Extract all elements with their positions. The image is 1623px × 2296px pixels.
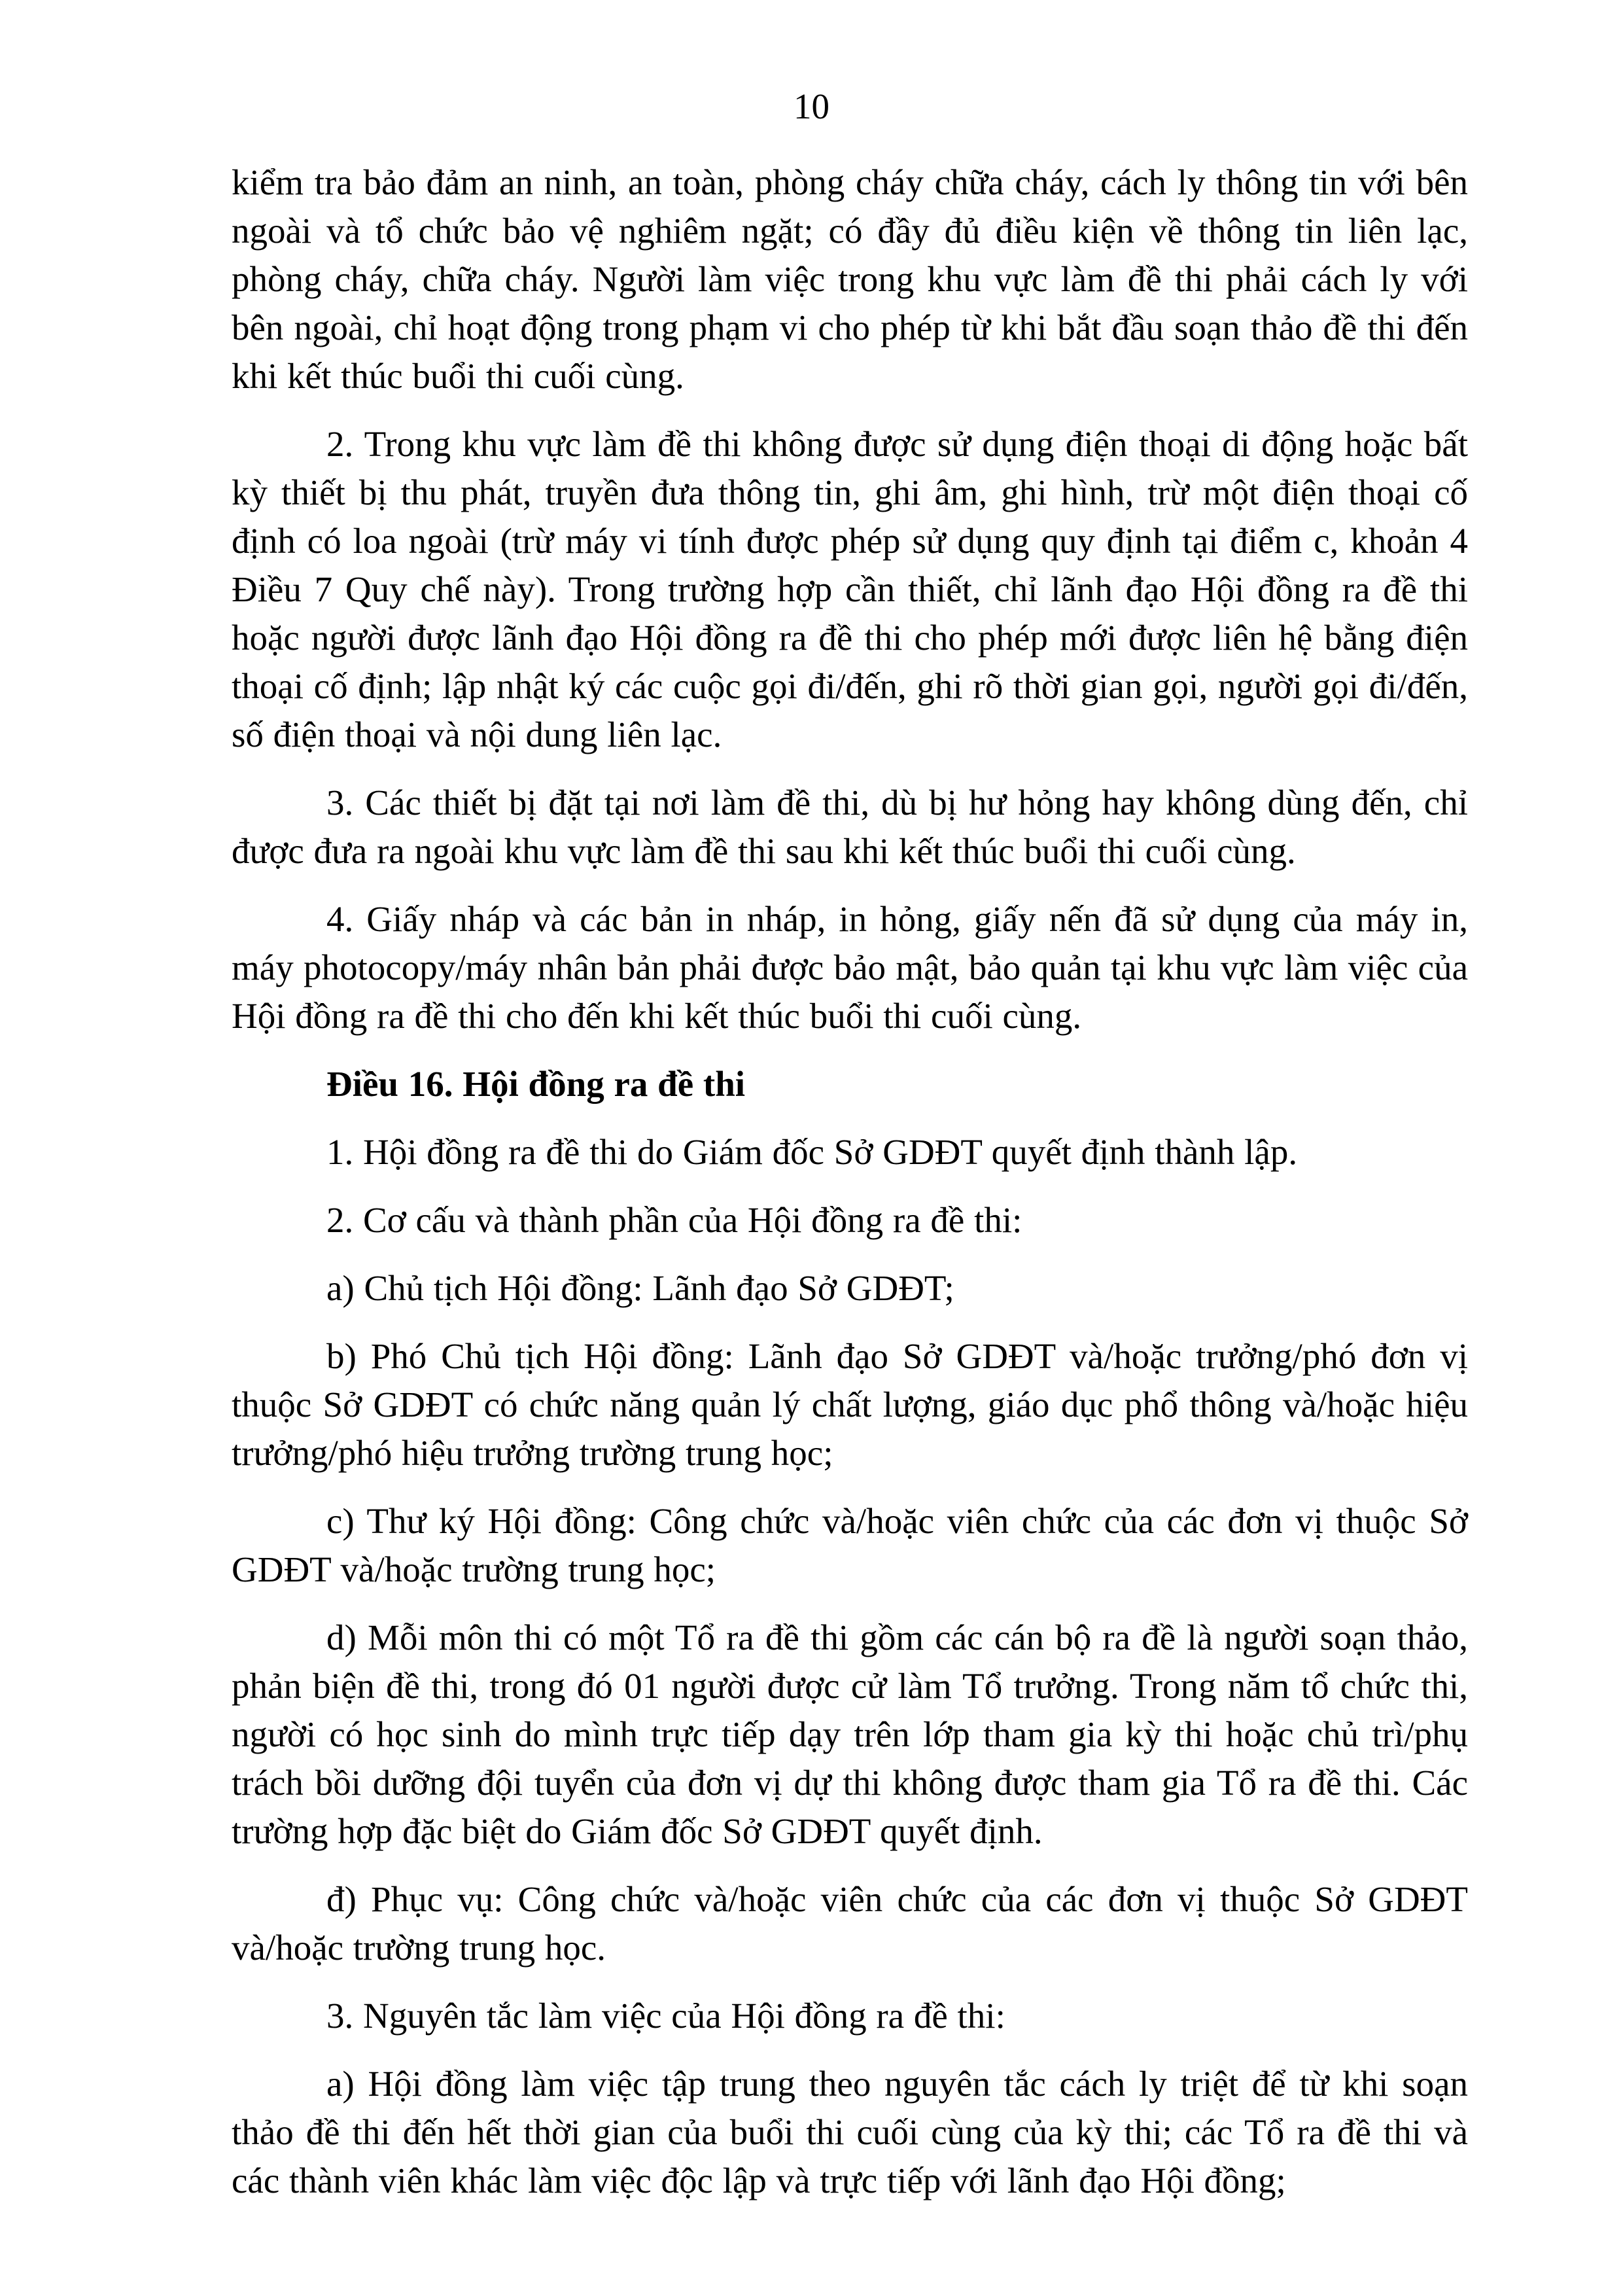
- heading-dieu-16: Điều 16. Hội đồng ra đề thi: [326, 1064, 746, 1104]
- paragraph-item-1: 1. Hội đồng ra đề thi do Giám đốc Sở GDĐT quyết định thành lập.: [326, 1132, 1298, 1172]
- paragraph-point-c: c) Thư ký Hội đồng: Công chức và/hoặc viên chức của các đơn vị thuộc Sở GDĐT và/hoặc trường trung học;: [232, 1501, 1468, 1589]
- paragraph-clause-3: 3. Các thiết bị đặt tại nơi làm đề thi, dù bị hư hỏng hay không dùng đến, chỉ được đưa ra ngoài khu vực làm đề thi sau khi kết thúc buổi thi cuối cùng.: [232, 783, 1468, 871]
- paragraph-point-dd: đ) Phục vụ: Công chức và/hoặc viên chức của các đơn vị thuộc Sở GDĐT và/hoặc trường trung học.: [232, 1879, 1468, 1968]
- paragraph-item-3: 3. Nguyên tắc làm việc của Hội đồng ra đề thi:: [326, 1996, 1005, 2036]
- paragraph-point-b: b) Phó Chủ tịch Hội đồng: Lãnh đạo Sở GDĐT và/hoặc trưởng/phó đơn vị thuộc Sở GDĐT có chức năng quản lý chất lượng, giáo dục phổ thông và/hoặc hiệu trưởng/phó hiệu trưởng trường trung học;: [232, 1336, 1468, 1473]
- paragraph-point-a2: a) Hội đồng làm việc tập trung theo nguyên tắc cách ly triệt để từ khi soạn thảo đề thi đến hết thời gian của buổi thi cuối cùng của kỳ thi; các Tổ ra đề thi và các thành viên khác làm việc độc lập và trực tiếp với lãnh đạo Hội đồng;: [232, 2064, 1468, 2200]
- paragraph-clause-2: 2. Trong khu vực làm đề thi không được sử dụng điện thoại di động hoặc bất kỳ thiết bị thu phát, truyền đưa thông tin, ghi âm, ghi hình, trừ một điện thoại cố định có loa ngoài (trừ máy vi tính được phép sử dụng quy định tại điểm c, khoản 4 Điều 7 Quy chế này). Trong trường hợp cần thiết, chỉ lãnh đạo Hội đồng ra đề thi hoặc người được lãnh đạo Hội đồng ra đề thi cho phép mới được liên hệ bằng điện thoại cố định; lập nhật ký các cuộc gọi đi/đến, ghi rõ thời gian gọi, người gọi đi/đến, số điện thoại và nội dung liên lạc.: [232, 424, 1468, 754]
- page-content: [0, 131, 1623, 2205]
- paragraph-item-2: 2. Cơ cấu và thành phần của Hội đồng ra đề thi:: [326, 1200, 1022, 1240]
- page-number: 10: [794, 86, 829, 126]
- paragraph-continuation: kiểm tra bảo đảm an ninh, an toàn, phòng cháy chữa cháy, cách ly thông tin với bên ngoài và tổ chức bảo vệ nghiêm ngặt; có đầy đủ điều kiện về thông tin liên lạc, phòng cháy, chữa cháy. Người làm việc trong khu vực làm đề thi phải cách ly với bên ngoài, chỉ hoạt động trong phạm vi cho phép từ khi bắt đầu soạn thảo đề thi đến khi kết thúc buổi thi cuối cùng.: [232, 162, 1468, 396]
- paragraph-point-d: d) Mỗi môn thi có một Tổ ra đề thi gồm các cán bộ ra đề là người soạn thảo, phản biện đề thi, trong đó 01 người được cử làm Tổ trưởng. Trong năm tổ chức thi, người có học sinh do mình trực tiếp dạy trên lớp tham gia kỳ thi hoặc chủ trì/phụ trách bồi dưỡng đội tuyển của đơn vị dự thi không được tham gia Tổ ra đề thi. Các trường hợp đặc biệt do Giám đốc Sở GDĐT quyết định.: [232, 1617, 1468, 1851]
- paragraph-point-a: a) Chủ tịch Hội đồng: Lãnh đạo Sở GDĐT;: [326, 1268, 954, 1308]
- paragraph-clause-4: 4. Giấy nháp và các bản in nháp, in hỏng, giấy nến đã sử dụng của máy in, máy photocopy/máy nhân bản phải được bảo mật, bảo quản tại khu vực làm việc của Hội đồng ra đề thi cho đến khi kết thúc buổi thi cuối cùng.: [232, 899, 1468, 1036]
